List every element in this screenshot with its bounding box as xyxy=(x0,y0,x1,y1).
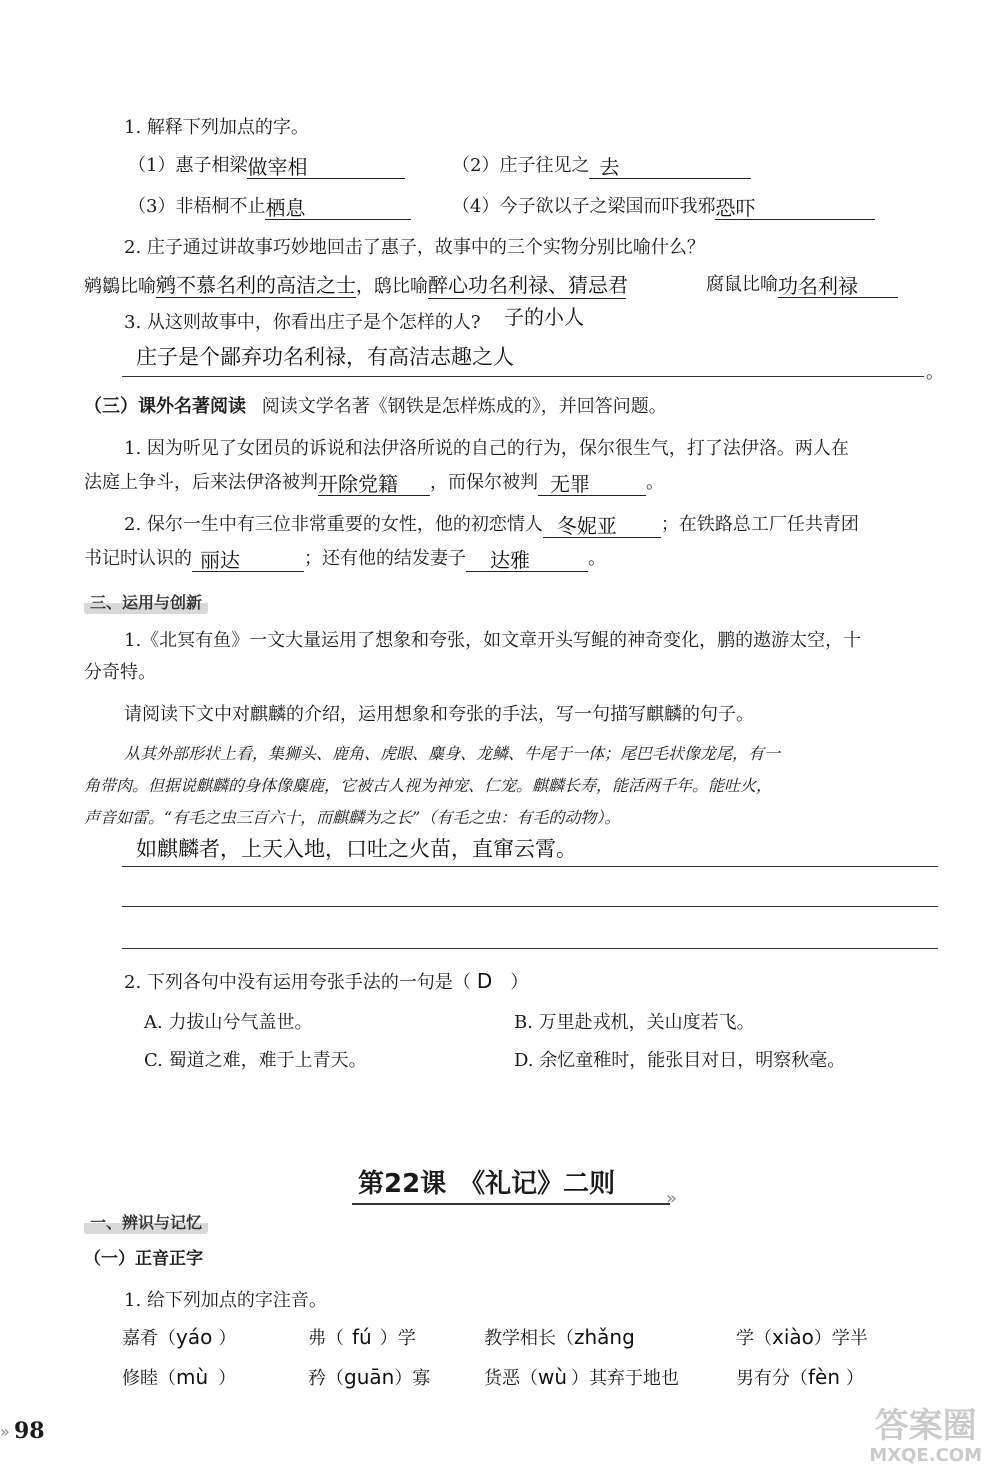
pinyin-answer: fú xyxy=(352,1325,372,1349)
watermark-logo-text: 答案圈 xyxy=(874,1406,977,1446)
pinyin-close: ） xyxy=(218,1328,237,1349)
q3-title: 3. 从这则故事中，你看出庄子是个怎样的人? xyxy=(124,312,481,333)
pinyin-row1-item1 xyxy=(122,1324,236,1352)
q2-prefix-1: 鹓鶵比喻 xyxy=(84,276,156,297)
m2-answer-2: 丽达 xyxy=(200,548,240,572)
pinyin-word: 嘉肴（ xyxy=(122,1328,176,1349)
q1-item-1-blank xyxy=(247,154,405,179)
pinyin-close: ） xyxy=(846,1368,865,1389)
watermark-url: MXQE.COM xyxy=(869,1445,982,1466)
q1-item-4-blank xyxy=(715,195,875,220)
lesson-title: 第22课 《礼记》二则 xyxy=(358,1169,616,1199)
pinyin-word: 弗（ xyxy=(308,1328,344,1349)
u1-answer: 如麒麟者，上天入地，口吐之火苗，直窜云霄。 xyxy=(136,837,577,861)
u1-answer-line-1 xyxy=(122,866,938,867)
part3-heading: 三、运用与创新 xyxy=(84,592,208,614)
pinyin-row1-item4 xyxy=(736,1324,868,1352)
q1-item-4-answer: 恐吓 xyxy=(715,196,756,220)
m2-end-mark: 。 xyxy=(588,548,606,569)
q2-item-3 xyxy=(706,272,898,298)
u1-quote-line-1: 从其外部形状上看，集狮头、鹿角、虎眼、麋身、龙鳞、牛尾于一体；尾巴毛状像龙尾，有一 xyxy=(124,744,781,763)
m1-answer-1: 开除党籍 xyxy=(318,472,398,496)
q2-answers xyxy=(84,272,626,300)
double-arrow-icon: » xyxy=(666,1188,678,1209)
q1-item-4-label: （4）今子欲以子之梁国而吓我邪 xyxy=(452,196,716,217)
pinyin-word: 教学相长（ xyxy=(484,1328,574,1349)
u2-option-c: C. 蜀道之难，难于上青天。 xyxy=(144,1050,367,1071)
u2-option-d: D. 余忆童稚时，能张目对日，明察秋毫。 xyxy=(514,1050,846,1071)
sec3-label: （三）课外名著阅读 xyxy=(84,396,246,417)
u2-title-text: 2. 下列各句中没有运用夸张手法的一句是（ xyxy=(124,972,471,993)
u2-option-a: A. 力拔山兮气盖世。 xyxy=(144,1012,313,1033)
pinyin-answer: mù xyxy=(176,1365,209,1389)
m2-prefix-4: ；还有他的结发妻子 xyxy=(304,548,466,569)
pinyin-row2-item4 xyxy=(736,1364,864,1392)
m1-line-2 xyxy=(84,470,664,496)
q1-item-4 xyxy=(452,194,875,220)
q1-item-3-blank xyxy=(265,195,411,220)
q1-item-2-answer: 去 xyxy=(599,155,620,179)
pinyin-answer: fèn xyxy=(808,1365,841,1389)
pinyin-word: 矜（ xyxy=(308,1368,344,1389)
pinyin-word: 男有分（ xyxy=(736,1368,808,1389)
q3-answer: 庄子是个鄙弃功名利禄，有高洁志趣之人 xyxy=(136,345,514,369)
q1-item-3 xyxy=(128,194,411,220)
u2-option-b: B. 万里赴戎机，关山度若飞。 xyxy=(514,1012,755,1033)
m2-prefix-1: 2. 保尔一生中有三位非常重要的女性，他的初恋情人 xyxy=(124,514,543,535)
u1-line-1: 1.《北冥有鱼》一文大量运用了想象和夸张，如文章开头写鲲的神奇变化，鹏的遨游太空，十 xyxy=(124,630,862,651)
q1-item-1-answer: 做宰相 xyxy=(247,155,308,179)
pinyin-row2-item2 xyxy=(308,1364,430,1392)
u2-answer: D xyxy=(476,969,493,993)
pinyin-close: ）寡 xyxy=(394,1368,431,1389)
q2-title: 2. 庄子通过讲故事巧妙地回击了惠子，故事中的三个实物分别比喻什么？ xyxy=(124,237,705,258)
pinyin-row2-item3 xyxy=(484,1364,679,1392)
q2-prefix-2: ，鸱比喻 xyxy=(356,276,428,297)
q1-item-3-answer: 栖息 xyxy=(265,196,306,220)
q2-answer-3: 功名利禄 xyxy=(778,274,858,298)
pinyin-word: 学（ xyxy=(736,1328,772,1349)
m1-end-mark: 。 xyxy=(646,472,664,493)
q3-answer-line xyxy=(122,376,924,377)
u1-answer-line-3 xyxy=(122,948,938,949)
q2-answer-2: 醉心功名利禄、猜忌君 xyxy=(428,273,628,297)
q1-item-1 xyxy=(128,153,405,179)
m1-blank-1 xyxy=(318,471,430,496)
u1-answer-line-2 xyxy=(122,906,938,907)
m2-line-1 xyxy=(124,512,859,538)
pinyin-answer: zhǎng xyxy=(574,1325,635,1349)
m1-line-1: 1. 因为听见了女团员的诉说和法伊洛所说的自己的行为，保尔很生气，打了法伊洛。两人在 xyxy=(124,438,849,459)
m1-blank-2 xyxy=(538,471,646,496)
m2-line-2 xyxy=(84,546,606,572)
pinyin-row2-item1 xyxy=(122,1364,236,1392)
lesson-title-rule xyxy=(352,1203,670,1205)
u1-quote-line-3: 声音如雷。“有毛之虫三百六十，而麒麟为之长”（有毛之虫：有毛的动物）。 xyxy=(84,808,621,827)
pinyin-close: ）学 xyxy=(379,1328,416,1349)
m2-answer-1: 冬妮亚 xyxy=(556,514,617,538)
p1-title: 1. 给下列加点的字注音。 xyxy=(124,1290,327,1311)
u2-title-close: ） xyxy=(510,972,529,993)
m2-prefix-3: 书记时认识的 xyxy=(84,548,192,569)
pinyin-close: ） xyxy=(218,1368,237,1389)
sub1-heading: （一）正音正字 xyxy=(84,1249,203,1269)
q1-title: 1. 解释下列加点的字。 xyxy=(124,117,309,138)
q1-item-2 xyxy=(452,153,751,179)
u2-title xyxy=(124,968,528,996)
m2-blank-2 xyxy=(192,547,304,572)
page-number: 98 xyxy=(14,1418,45,1444)
q2-answer-2-continued: 子的小人 xyxy=(504,305,584,329)
q2-item-3-blank xyxy=(778,273,898,298)
m2-blank-1 xyxy=(543,513,661,538)
q1-item-2-blank xyxy=(589,154,751,179)
m1-prefix-1: 法庭上争斗，后来法伊洛被判 xyxy=(84,472,318,493)
q2-prefix-3: 腐鼠比喻 xyxy=(706,274,778,295)
q1-item-2-label: （2）庄子往见之 xyxy=(452,155,590,176)
m1-answer-2: 无罪 xyxy=(550,472,590,496)
u1-line-2: 分奇特。 xyxy=(84,662,156,683)
sec3-text: 阅读文学名著《钢铁是怎样炼成的》，并回答问题。 xyxy=(261,396,667,417)
watermark-logo xyxy=(869,1407,982,1467)
watermark xyxy=(869,1407,982,1467)
sec3-heading xyxy=(84,394,667,420)
q2-answer-1: 鹓不慕名利的高洁之士 xyxy=(156,273,356,297)
pinyin-word: 货恶（ xyxy=(484,1368,538,1389)
pinyin-close: ）学半 xyxy=(813,1328,868,1349)
q1-item-1-label: （1）惠子相梁 xyxy=(128,155,248,176)
pinyin-row1-item3 xyxy=(484,1324,635,1352)
pinyin-answer: xiào xyxy=(772,1325,814,1349)
pinyin-answer: wù xyxy=(538,1365,568,1389)
part1-heading: 一、辨识与记忆 xyxy=(84,1212,208,1234)
pinyin-word: 修睦（ xyxy=(122,1368,176,1389)
q3-end-mark: 。 xyxy=(926,362,944,383)
q1-item-3-label: （3）非梧桐不止 xyxy=(128,196,266,217)
u1-quote-line-2: 角带肉。但据说麒麟的身体像麋鹿，它被古人视为神宠、仁宠。麒麟长寿，能活两千年。能吐火， xyxy=(84,776,773,795)
pinyin-answer: yáo xyxy=(176,1325,213,1349)
m2-answer-3: 达雅 xyxy=(490,548,530,572)
pinyin-close: ）其弃于地也 xyxy=(571,1368,680,1389)
m2-prefix-2: ；在铁路总工厂任共青团 xyxy=(660,514,859,535)
m1-prefix-2: ，而保尔被判 xyxy=(430,472,538,493)
u1-instruction: 请阅读下文中对麒麟的介绍，运用想象和夸张的手法，写一句描写麒麟的句子。 xyxy=(124,704,754,725)
m2-blank-3 xyxy=(466,547,588,572)
pinyin-answer: guān xyxy=(344,1365,395,1389)
page-arrow-icon: » xyxy=(0,1422,10,1441)
pinyin-row1-item2 xyxy=(308,1324,416,1352)
